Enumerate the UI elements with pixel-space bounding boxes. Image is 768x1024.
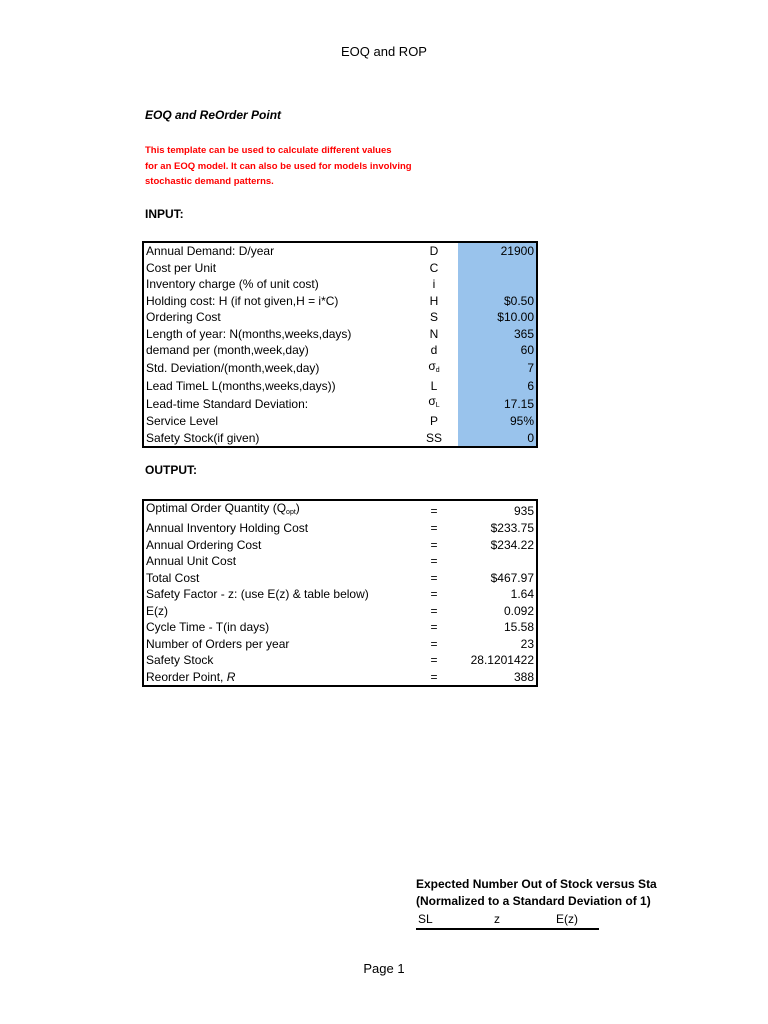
output-row xyxy=(143,669,537,687)
row-symbol: = xyxy=(430,503,438,518)
row-label: Length of year: N(months,weeks,days) xyxy=(146,326,352,341)
row-value: $10.00 xyxy=(458,309,537,326)
row-label: Lead TimeL L(months,weeks,days)) xyxy=(146,378,336,393)
page-header: EOQ and ROP xyxy=(341,44,427,59)
row-label: Safety Factor - z: (use E(z) & table below) xyxy=(146,587,369,602)
row-label: Cost per Unit xyxy=(146,260,217,275)
input-row xyxy=(143,276,537,293)
row-value: 6 xyxy=(458,378,537,395)
input-row xyxy=(143,293,537,310)
row-value: 15.58 xyxy=(503,620,534,635)
row-value: $234.22 xyxy=(490,537,534,552)
row-symbol: S xyxy=(429,310,438,325)
row-value: 21900 xyxy=(458,242,537,260)
row-value: 23 xyxy=(520,636,534,651)
row-label: Safety Stock xyxy=(146,653,214,668)
row-symbol: $\sigma_L$ xyxy=(428,394,440,409)
row-label: Annual Unit Cost xyxy=(146,554,237,569)
output-row xyxy=(143,586,537,603)
document-title: EOQ and ReOrder Point xyxy=(145,108,282,122)
row-value xyxy=(458,553,537,570)
page-footer: Page 1 xyxy=(363,961,405,976)
output-row xyxy=(143,652,537,669)
row-label: Lead-time Standard Deviation: xyxy=(146,396,309,411)
input-row xyxy=(143,342,537,359)
row-symbol: = xyxy=(430,669,438,684)
row-label: Total Cost xyxy=(146,570,200,585)
row-symbol: = xyxy=(430,570,438,585)
row-symbol: = xyxy=(430,587,438,602)
row-symbol: P xyxy=(429,414,438,429)
row-value: $467.97 xyxy=(490,570,534,585)
row-label: Cycle Time - T(in days) xyxy=(146,620,270,635)
row-value: 95% xyxy=(458,413,537,430)
row-label: E(z) xyxy=(146,603,168,618)
description-line: for an EOQ model. It can also be used for models involving xyxy=(145,160,412,172)
row-value: $0.50 xyxy=(458,293,537,310)
row-label: Inventory charge (% of unit cost) xyxy=(146,277,319,292)
output-row xyxy=(143,619,537,636)
row-value: 28.1201422 xyxy=(470,653,534,668)
row-symbol: SS xyxy=(425,430,442,445)
row-symbol: L xyxy=(430,378,438,393)
row-symbol: i xyxy=(432,277,436,292)
input-row xyxy=(143,413,537,430)
description-line: stochastic demand patterns. xyxy=(145,176,274,187)
row-label: Safety Stock(if given) xyxy=(146,430,260,445)
row-value: 0 xyxy=(458,430,537,448)
row-label: Optimal Order Quantity $(Q_{opt})$ xyxy=(146,501,300,516)
row-symbol: = xyxy=(430,620,438,635)
reference-table-subtitle: (Normalized to a Standard Deviation of 1) xyxy=(416,894,651,908)
input-row xyxy=(143,394,537,413)
reference-table-header xyxy=(416,912,599,930)
output-row xyxy=(143,603,537,620)
input-row xyxy=(143,309,537,326)
output-row xyxy=(143,553,537,570)
input-row xyxy=(143,359,537,378)
output-row xyxy=(143,500,537,520)
input-table xyxy=(142,241,538,448)
row-symbol: = xyxy=(430,603,438,618)
column-header-z: z xyxy=(494,912,500,926)
row-label: demand per (month,week,day) xyxy=(146,343,309,358)
template-description xyxy=(145,143,412,190)
row-value xyxy=(458,276,537,293)
row-symbol: $\sigma_d$ xyxy=(428,358,440,374)
row-value: 0.092 xyxy=(503,603,534,618)
row-value: 388 xyxy=(513,669,534,684)
row-symbol: = xyxy=(430,554,438,569)
input-row xyxy=(143,430,537,448)
reference-table-title: Expected Number Out of Stock versus Sta xyxy=(416,877,657,891)
row-value: 1.64 xyxy=(510,587,534,602)
row-symbol: H xyxy=(429,293,439,308)
input-row xyxy=(143,378,537,395)
row-symbol: C xyxy=(429,260,439,275)
row-label: Ordering Cost xyxy=(146,310,221,325)
input-row xyxy=(143,260,537,277)
row-value xyxy=(458,260,537,277)
row-value: 60 xyxy=(458,342,537,359)
input-row xyxy=(143,326,537,343)
row-label: Holding cost: H (if not given,H = i*C) xyxy=(146,293,339,308)
column-header-ez: E(z) xyxy=(556,912,578,926)
input-row xyxy=(143,242,537,260)
row-symbol: N xyxy=(429,326,439,341)
row-symbol: = xyxy=(430,537,438,552)
output-row xyxy=(143,636,537,653)
row-value: 935 xyxy=(513,503,534,518)
description-line: This template can be used to calculate different values xyxy=(145,145,392,156)
row-value: 365 xyxy=(458,326,537,343)
output-table xyxy=(142,499,538,687)
row-label: Number of Orders per year xyxy=(146,636,290,651)
row-label: Annual Ordering Cost xyxy=(146,537,262,552)
row-label: Service Level xyxy=(146,414,219,429)
column-header-sl: SL xyxy=(418,912,433,926)
row-label: Annual Demand: D/year xyxy=(146,244,275,259)
row-symbol: d xyxy=(430,343,438,358)
row-label: Std. Deviation/(month,week,day) xyxy=(146,361,320,375)
row-value: $233.75 xyxy=(490,521,534,536)
row-symbol: = xyxy=(430,653,438,668)
output-row xyxy=(143,520,537,537)
row-symbol: = xyxy=(430,521,438,536)
output-row xyxy=(143,537,537,554)
row-label: Annual Inventory Holding Cost xyxy=(146,521,309,536)
row-value: 17.15 xyxy=(458,394,537,413)
output-heading: OUTPUT: xyxy=(145,463,197,477)
row-symbol: D xyxy=(429,244,439,259)
row-value: 7 xyxy=(458,359,537,378)
row-label: Reorder Point, R xyxy=(146,669,236,684)
row-symbol: = xyxy=(430,636,438,651)
input-heading: INPUT: xyxy=(145,207,184,221)
output-row xyxy=(143,570,537,587)
